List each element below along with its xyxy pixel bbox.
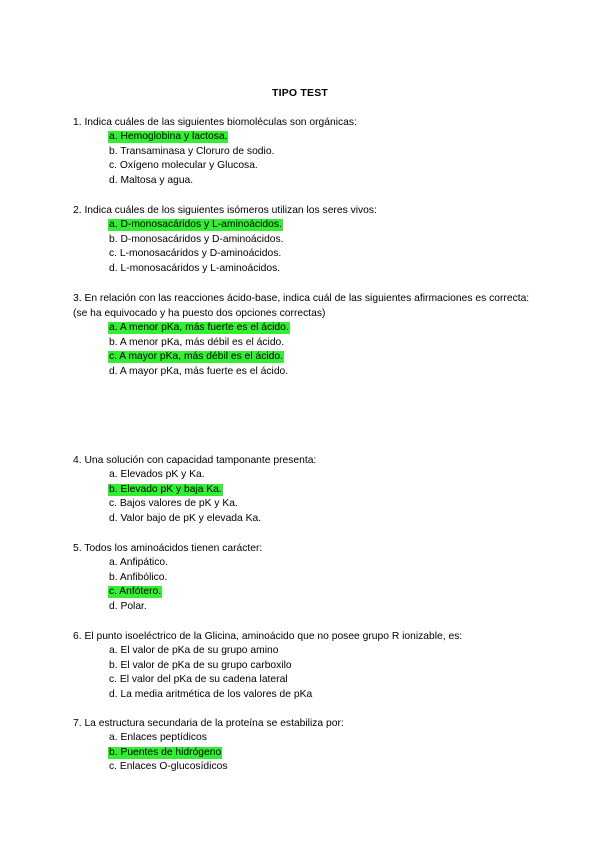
option-text: c. Oxígeno molecular y Glucosa. [109, 160, 258, 171]
question-2 [73, 203, 533, 276]
option-item [108, 130, 533, 145]
option-text: b. Transaminasa y Cloruro de sodio. [109, 145, 275, 157]
option-item [108, 644, 533, 659]
option-text: d. A mayor pKa, más fuerte es el ácido. [109, 365, 289, 377]
option-text: c. A mayor pKa, más débil es el ácido. [109, 351, 283, 362]
option-text: c. L-monosacáridos y D-aminoácidos. [109, 248, 282, 259]
option-text: b. A menor pKa, más débil es el ácido. [109, 336, 285, 348]
option-text: a. Enlaces peptídicos [109, 732, 207, 743]
options-list [73, 644, 533, 702]
option-text: b. Elevado pK y baja Ka. [109, 483, 222, 495]
option-item [108, 247, 533, 262]
option-text: d. Maltosa y agua. [109, 174, 194, 186]
question-1 [73, 115, 533, 188]
option-item [108, 159, 533, 174]
option-text: c. Enlaces O-glucosídicos [109, 761, 228, 772]
option-text: a. D-monosacáridos y L-aminoácidos. [109, 219, 282, 230]
option-text: b. El valor de pKa de su grupo carboxilo [109, 659, 292, 671]
options-list [73, 556, 533, 614]
question-text: 3. En relación con las reacciones ácido-base, indica cuál de las siguientes afirmaciones es correcta: (se ha equivocado y ha puesto dos opciones correctas) [73, 293, 530, 319]
question-5 [73, 541, 533, 614]
options-list [73, 468, 533, 526]
option-item [108, 145, 533, 160]
option-item [108, 585, 533, 600]
option-text: b. Puentes de hidrógeno [109, 746, 222, 758]
option-text: a. Hemoglobina y lactosa. [109, 131, 228, 142]
option-item [108, 336, 533, 351]
option-item [108, 321, 533, 336]
option-item [108, 659, 533, 674]
question-7 [73, 716, 533, 775]
option-item [108, 174, 533, 189]
option-text: d. La media aritmética de los valores de pKa [109, 688, 313, 700]
option-item [108, 760, 533, 775]
question-text: 1. Indica cuáles de las siguientes biomoléculas son orgánicas: [73, 117, 357, 128]
option-item [108, 218, 533, 233]
question-text: 6. El punto isoeléctrico de la Glicina, aminoácido que no posee grupo R ionizable, es: [73, 631, 463, 642]
option-item [108, 497, 533, 512]
option-item [108, 688, 533, 703]
option-item [108, 468, 533, 483]
option-text: a. Anfipático. [109, 557, 168, 568]
option-text: a. A menor pKa, más fuerte es el ácido. [109, 322, 289, 333]
option-item [108, 556, 533, 571]
option-text: a. Elevados pK y Ka. [109, 469, 205, 480]
options-list [73, 321, 533, 379]
page-title: TIPO TEST [271, 87, 329, 99]
question-4 [73, 453, 533, 526]
question-text: 7. La estructura secundaria de la proteína se estabiliza por: [73, 718, 344, 729]
question-text: 4. Una solución con capacidad tamponante presenta: [73, 455, 317, 466]
option-item [108, 673, 533, 688]
question-6 [73, 629, 533, 702]
option-item [108, 262, 533, 277]
option-item [108, 483, 533, 498]
option-text: c. Anfótero. [109, 586, 162, 597]
option-item [108, 233, 533, 248]
question-text: 5. Todos los aminoácidos tienen carácter: [73, 543, 263, 554]
option-item [108, 512, 533, 527]
options-list [73, 731, 533, 775]
option-text: b. Anfibólico. [109, 571, 168, 583]
option-text: d. Valor bajo de pK y elevada Ka. [109, 512, 262, 524]
options-list [73, 218, 533, 276]
option-text: d. L-monosacáridos y L-aminoácidos. [109, 262, 281, 274]
option-text: a. El valor de pKa de su grupo amino [109, 645, 279, 656]
option-text: c. El valor del pKa de su cadena lateral [109, 674, 288, 685]
options-list [73, 130, 533, 188]
question-3 [73, 291, 533, 379]
question-text: 2. Indica cuáles de los siguientes isómeros utilizan los seres vivos: [73, 205, 377, 216]
option-item [108, 746, 533, 761]
option-text: c. Bajos valores de pK y Ka. [109, 498, 238, 509]
option-text: d. Polar. [109, 600, 147, 612]
option-item [108, 731, 533, 746]
option-text: b. D-monosacáridos y D-aminoácidos. [109, 233, 284, 245]
option-item [108, 365, 533, 380]
option-item [108, 571, 533, 586]
option-item [108, 600, 533, 615]
option-item [108, 350, 533, 365]
